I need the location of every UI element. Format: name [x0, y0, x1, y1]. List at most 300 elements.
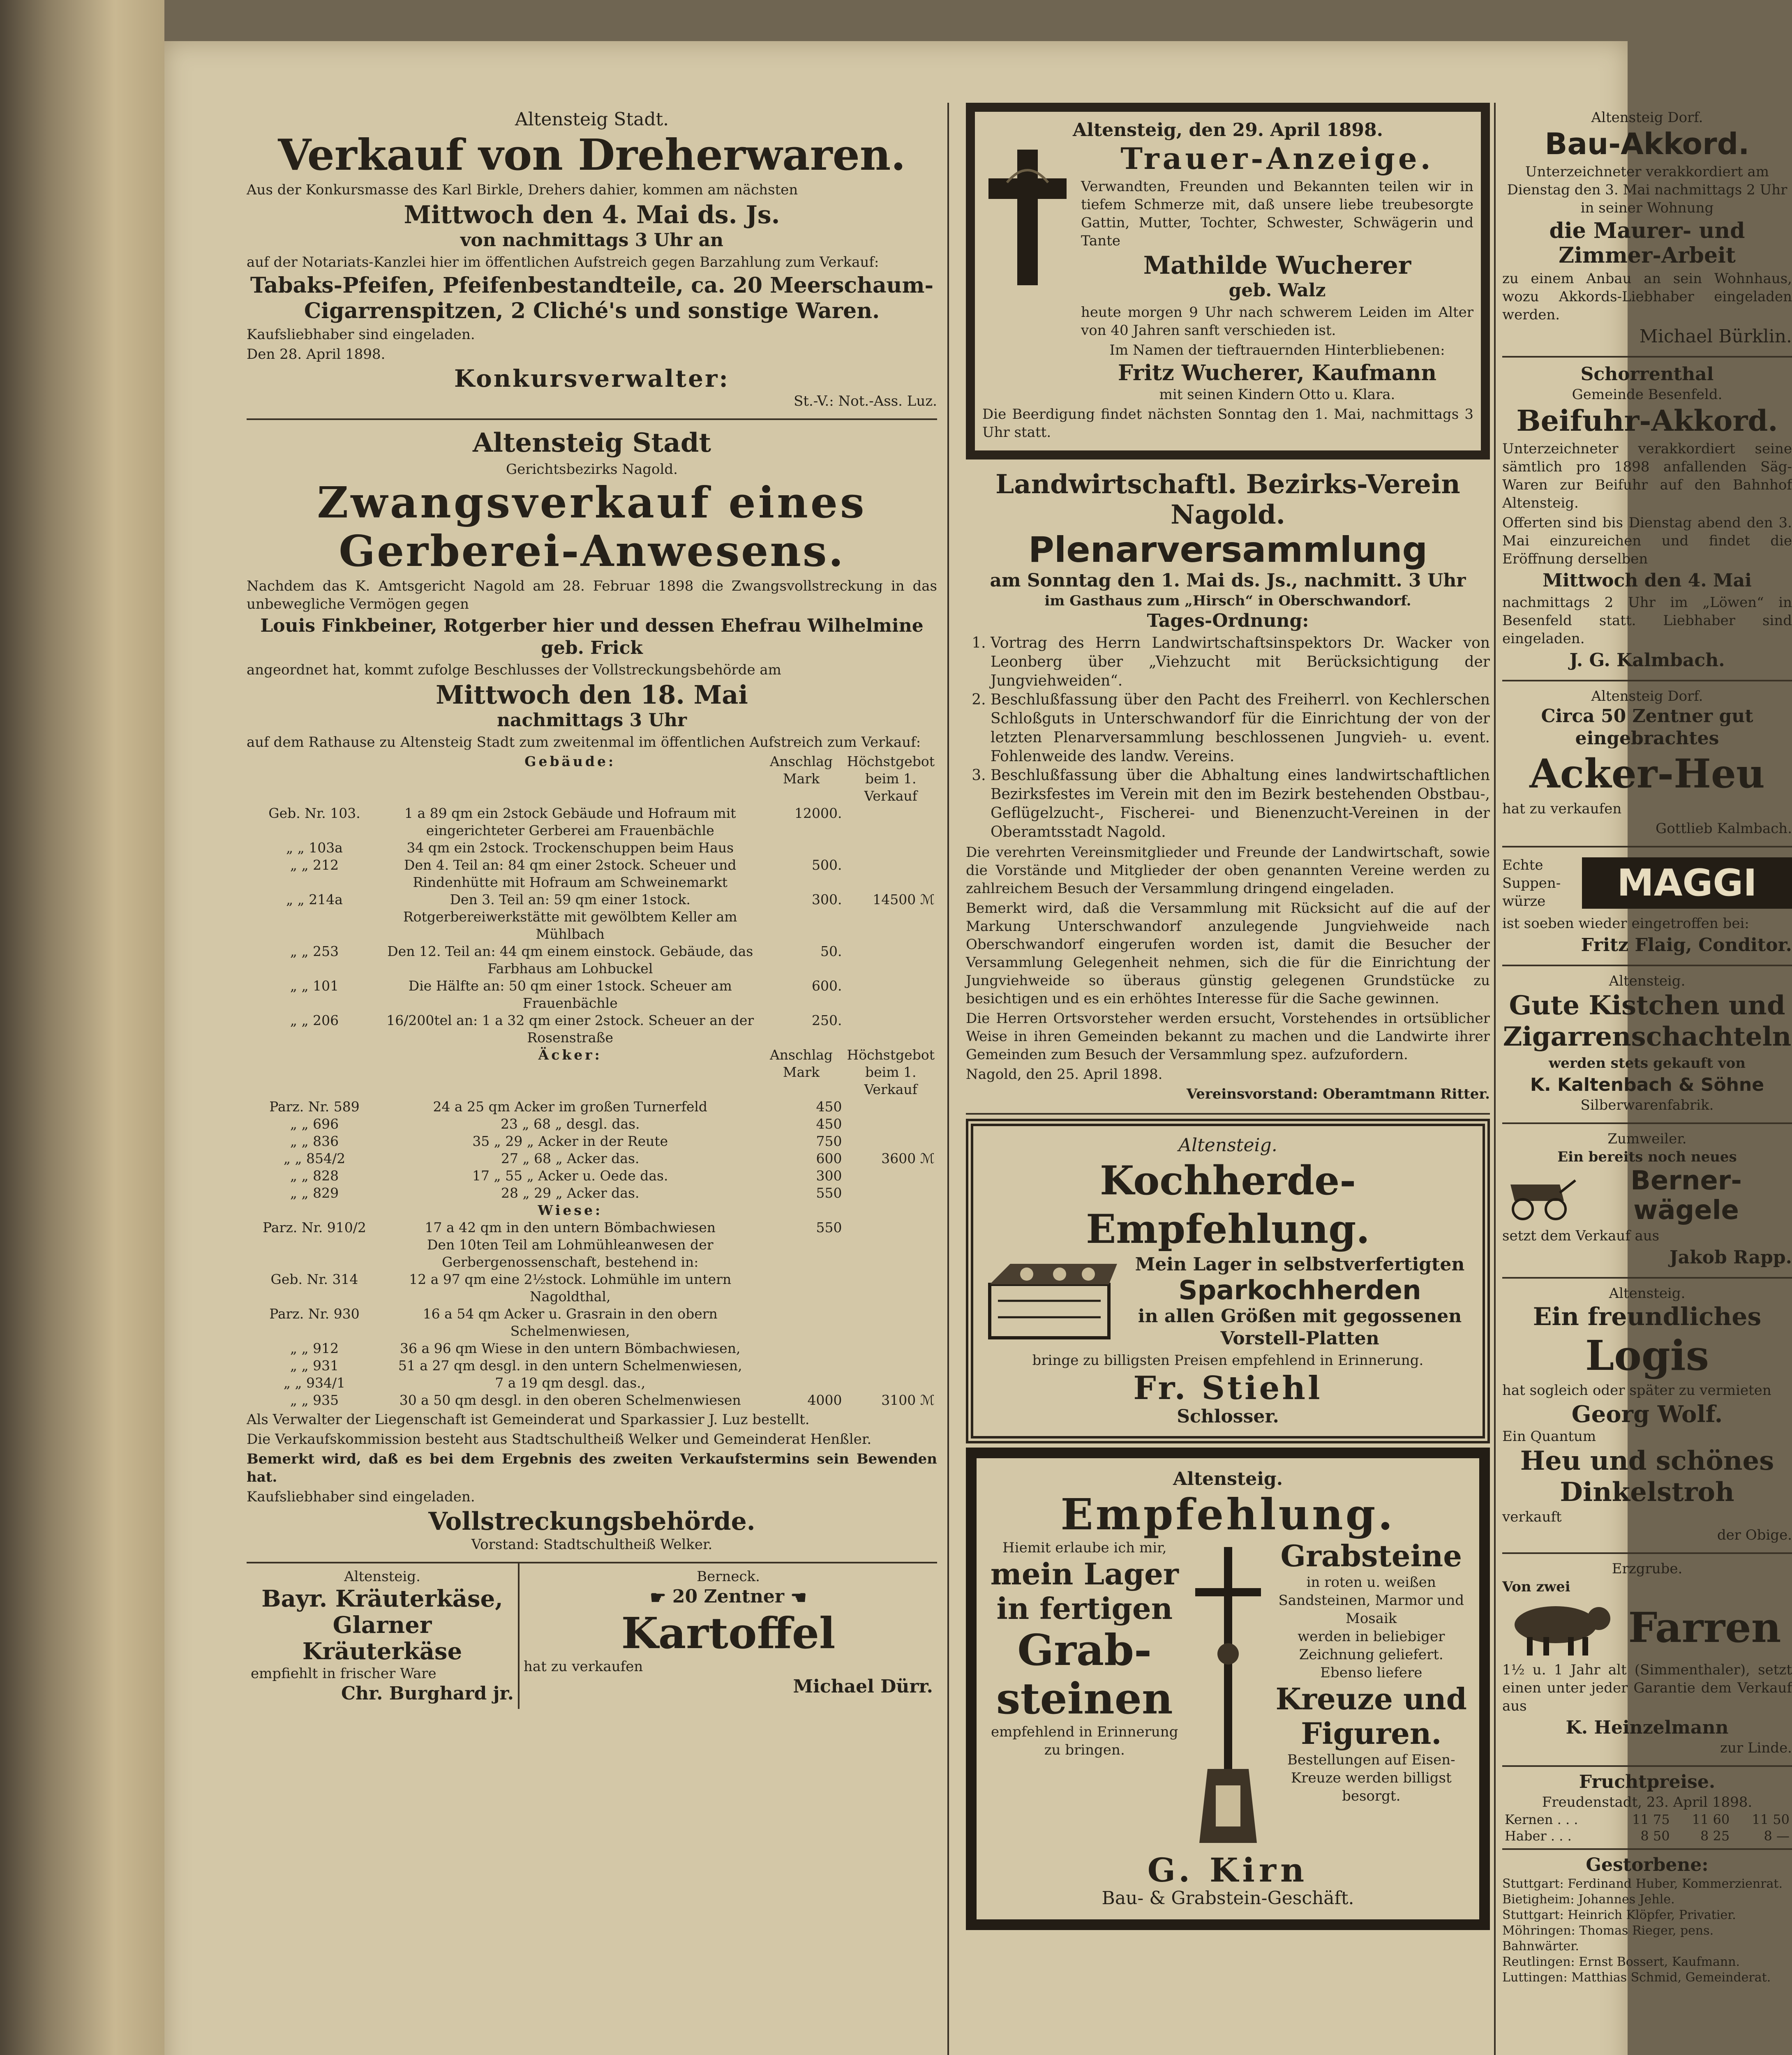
ad-dateline: Den 28. April 1898.: [247, 346, 386, 363]
ad-title: Plenarversammlung: [1028, 529, 1428, 570]
parcel-description: 51 a 27 qm desgl. in den untern Schelmenwiesen,: [398, 1358, 742, 1374]
list-item: Bietigheim: Johannes Jehle.: [1502, 1892, 1675, 1907]
first-bid-value: [845, 977, 938, 1012]
first-bid-value: [845, 839, 938, 857]
price-value: 8 25: [1700, 1828, 1730, 1844]
column-header: Höchstgebot beim 1. Verkauf: [847, 1047, 935, 1097]
ad-signature: Fr. Stiehl: [1133, 1369, 1323, 1407]
estimate-value: 250.: [812, 1012, 842, 1028]
grain-name: Haber . . .: [1505, 1828, 1572, 1844]
ad-logis: [1502, 1279, 1792, 1554]
estimate-value: 450: [816, 1116, 842, 1132]
ad-signature: K. Kaltenbach & Söhne: [1530, 1074, 1764, 1095]
ad-goods: Tabaks-Pfeifen, Pfeifenbestandteile, ca. 20 Meerschaum-Cigarrenspitzen, 2 Cliché's und sonstige Waren.: [250, 273, 934, 323]
price-value: 11 75: [1632, 1812, 1670, 1827]
ad-text: Suppen-: [1502, 875, 1561, 891]
ad-row: [247, 1563, 937, 1709]
ad-text: in allen Größen mit gegossenen Vorstell-Platten: [1138, 1306, 1462, 1349]
first-bid-value: [845, 1374, 938, 1392]
parcel-number: Parz. Nr. 910/2: [263, 1219, 366, 1235]
ad-text: 1½ u. 1 Jahr alt (Simmenthaler), setzt einen unter jeder Garantie dem Verkauf aus: [1502, 1662, 1792, 1714]
grain-name: Kernen . . .: [1505, 1812, 1578, 1827]
ad-text: setzt dem Verkauf aus: [1502, 1228, 1660, 1244]
ad-signature-sub: mit seinen Kindern Otto u. Klara.: [1159, 386, 1395, 403]
ad-remark: Bemerkt wird, daß es bei dem Ergebnis des zweiten Verkaufstermins sein Bewenden hat.: [247, 1451, 937, 1485]
table-row: [247, 1098, 937, 1115]
table-row: [247, 1340, 937, 1357]
first-bid-value: [845, 1305, 938, 1340]
parcel-number: Parz. Nr. 589: [269, 1099, 360, 1115]
ad-text: angeordnet hat, kommt zufolge Beschlusses der Vollstreckungsbehörde am: [247, 662, 781, 678]
parcel-description: 17 a 42 qm in den untern Bömbachwiesen: [425, 1219, 716, 1235]
parcel-number: „ „ 103a: [286, 840, 343, 856]
ad-signature: Vereinsvorstand: Oberamtmann Ritter.: [1186, 1086, 1490, 1102]
ad-text: nachmittags 2 Uhr im „Löwen“ in Besenfeld statt. Liebhaber sind eingeladen.: [1502, 594, 1792, 647]
column-header: Anschlag Mark: [769, 753, 833, 787]
ad-acker-heu: [1502, 681, 1792, 847]
ad-text: Im Namen der tieftrauernden Hinterbliebenen:: [1109, 342, 1445, 358]
cross-icon: [982, 141, 1073, 404]
section-heading: Gestorbene:: [1586, 1854, 1709, 1875]
list-item: Luttingen: Matthias Schmid, Gemeinderat.: [1502, 1970, 1771, 1985]
pointing-hand-icon: ☛: [650, 1587, 666, 1608]
ad-grabsteine: [966, 1448, 1490, 1930]
agenda-list: [966, 634, 1490, 842]
first-bid-value: [845, 1271, 938, 1305]
parcel-number: „ „ 934/1: [283, 1375, 346, 1391]
ad-zwangsverkauf: [247, 420, 937, 1563]
ad-signature: Konkursverwalter:: [454, 365, 730, 393]
parcel-description: 16 a 54 qm Acker u. Grasrain in den obern Schelmenwiesen,: [423, 1306, 718, 1339]
section-heading: Gebäude:: [524, 753, 616, 769]
first-bid-value: [845, 943, 938, 977]
parcel-description: Die Hälfte an: 50 qm einer 1stock. Scheuer am Frauenbächle: [408, 978, 732, 1011]
ad-signature-sub: zur Linde.: [1720, 1740, 1792, 1756]
ad-text: Hiemit erlaube ich mir,: [1002, 1540, 1167, 1556]
first-bid-value: [845, 1167, 938, 1185]
estimate-value: 300: [816, 1168, 842, 1184]
parcel-description: 27 „ 68 „ Acker das.: [501, 1150, 640, 1166]
parcel-description: 34 qm ein 2stock. Trockenschuppen beim Haus: [406, 840, 734, 856]
list-item: 3. Beschlußfassung über die Abhaltung eines landwirtschaftlichen Bezirksfestes im Verein mit den im Bezirk bestehenden Obstbau-, Geflügelzucht-, Fischerei- und Bienenzucht-Vereinen in der Oberamtsstadt Nagold.: [991, 766, 1490, 842]
parcel-number: Parz. Nr. 930: [269, 1306, 360, 1322]
ad-signature: Michael Bürklin.: [1639, 326, 1792, 347]
parcel-description: 12 a 97 qm eine 2½stock. Lohmühle im untern Nagoldthal,: [409, 1271, 732, 1305]
estimate-value: [758, 1305, 845, 1340]
parcel-number: „ „ 828: [290, 1168, 339, 1184]
price-value: 11 50: [1752, 1812, 1790, 1827]
ad-text-large: Kreuze und Figuren.: [1275, 1681, 1467, 1751]
parcel-description: 30 a 50 qm desgl. in den oberen Schelmenwiesen: [399, 1392, 741, 1408]
estimate-value: 500.: [812, 857, 842, 873]
first-bid-value: [845, 1219, 938, 1236]
ad-title: Trauer-Anzeige.: [1120, 141, 1434, 176]
agenda-heading: Tages-Ordnung:: [1147, 610, 1309, 631]
ad-title: Ein freundliches: [1533, 1302, 1762, 1331]
trauer-body: [982, 141, 1473, 404]
ad-date: Mittwoch den 4. Mai: [1543, 570, 1752, 591]
ad-title: Gerberei-Anwesens.: [339, 526, 845, 576]
ad-place: Altensteig.: [1178, 1135, 1277, 1156]
ad-title: Empfehlung.: [1060, 1489, 1395, 1540]
product-name: Sparkochherden: [1178, 1275, 1421, 1306]
ad-text-large: Grabsteine: [1280, 1538, 1462, 1573]
table-row: [247, 1357, 937, 1374]
ad-title: Kartoffel: [621, 1607, 836, 1658]
ad-amount: Circa 50 Zentner gut eingebrachtes: [1541, 706, 1753, 749]
column-middle: [966, 103, 1490, 2055]
parcel-number: „ „ 931: [290, 1358, 339, 1374]
ad-dreherwaren: [247, 103, 937, 420]
ad-bau-akkord: [1502, 103, 1792, 358]
parcel-description: 36 a 96 qm Wiese in den untern Bömbachwiesen,: [400, 1340, 741, 1356]
ad-signature: K. Heinzelmann: [1566, 1717, 1729, 1738]
ad-text: Verwandten, Freunden und Bekannten teilen wir in tiefem Schmerze mit, daß unsere liebe treubesorgte Gattin, Mutter, Tochter, Schwester, Schwägerin und Tante: [1081, 178, 1473, 249]
ad-farren: [1502, 1554, 1792, 1767]
estimate-value: 4000: [807, 1392, 842, 1408]
ad-place: Berneck.: [697, 1568, 760, 1585]
estimate-value: [758, 1340, 845, 1357]
first-bid-value: [845, 805, 938, 839]
ad-text: ist soeben wieder eingetroffen bei:: [1502, 915, 1749, 932]
ad-signature: Vollstreckungsbehörde.: [428, 1507, 755, 1536]
parcel-number: Geb. Nr. 103.: [268, 805, 360, 821]
ad-title: Bau-Akkord.: [1545, 127, 1750, 161]
estimate-value: 550: [816, 1185, 842, 1201]
estimate-value: [758, 1271, 845, 1305]
estimate-value: [758, 839, 845, 857]
table-note: Den 10ten Teil am Lohmühleanwesen der Gerbergenossenschaft, bestehend in:: [427, 1237, 714, 1270]
parcel-number: „ „ 912: [290, 1340, 339, 1356]
estimate-value: 600: [816, 1150, 842, 1166]
section-heading: Wiese:: [538, 1202, 603, 1218]
ad-text-large: steinen: [996, 1673, 1173, 1724]
ad-date: Mittwoch den 4. Mai ds. Js.: [404, 201, 780, 229]
deaths: [1502, 1850, 1792, 1990]
list-item: 1. Vortrag des Herrn Landwirtschaftsinspektors Dr. Wacker von Leonberg über „Viehzucht mit Berücksichtigung der Jungviehweiden“.: [991, 634, 1490, 690]
ad-time: von nachmittags 3 Uhr an: [460, 230, 724, 251]
ad-signature: G. Kirn: [1147, 1851, 1309, 1889]
parcel-number: „ „ 253: [290, 943, 339, 959]
ad-text: Ein Quantum: [1502, 1428, 1596, 1445]
estimate-value: 600.: [812, 978, 842, 994]
parcel-description: 28 „ 29 „ Acker das.: [501, 1185, 640, 1201]
table-row: [247, 1305, 937, 1340]
parcel-description: 35 „ 29 „ Acker in der Reute: [472, 1133, 668, 1149]
price-value: 8 —: [1764, 1828, 1790, 1844]
table-row: [247, 1185, 937, 1202]
ad-district: Gerichtsbezirks Nagold.: [506, 461, 678, 478]
ad-place: Altensteig.: [1609, 1285, 1686, 1302]
ad-date: Mittwoch den 18. Mai: [436, 680, 748, 710]
first-bid-value: [845, 1340, 938, 1357]
table-row: [247, 857, 937, 891]
estimate-value: [758, 1374, 845, 1392]
ad-signature: Jakob Rapp.: [1669, 1247, 1792, 1268]
table-row: [247, 977, 937, 1012]
deceased-name: Mathilde Wucherer: [1143, 251, 1411, 280]
ad-text-large: Grab-: [1017, 1625, 1152, 1675]
ad-place: Altensteig.: [1173, 1469, 1283, 1489]
first-bid-value: [845, 1185, 938, 1202]
ad-names: Louis Finkbeiner, Rotgerber hier und dessen Ehefrau Wilhelmine geb. Frick: [260, 615, 924, 658]
ad-time: nachmittags 3 Uhr: [496, 710, 687, 731]
ad-signature: Chr. Burghard jr.: [341, 1683, 514, 1704]
table-row: [1502, 1828, 1792, 1844]
ad-text: verkauft: [1502, 1509, 1562, 1525]
table-row: [247, 1150, 937, 1167]
list-item: Stuttgart: Ferdinand Huber, Kommerzienrat.: [1502, 1877, 1783, 1891]
ad-text-large: in fertigen: [996, 1591, 1173, 1626]
table-row: [247, 1115, 937, 1133]
table-row: [247, 1012, 937, 1046]
ad-signature-sub: Vorstand: Stadtschultheiß Welker.: [471, 1536, 713, 1553]
ad-text: Die Verkaufskommission besteht aus Stadtschultheiß Welker und Gemeinderat Henßler.: [247, 1431, 872, 1448]
ad-signature: Fritz Wucherer, Kaufmann: [1118, 360, 1437, 386]
ad-dateline: Altensteig, den 29. April 1898.: [1073, 120, 1383, 141]
deaths-list: [1502, 1876, 1792, 1986]
ad-text: Bemerkt wird, daß die Versammlung mit Rücksicht auf die auf der Markung Unterschwandorf anzulegende Jungviehweide nach Oberschwandorf eingerufen worden ist, damit die Besucher der Versammlung Gelegenheit nehmen, sich die für die Einrichtung der Jungviehweide so überaus günstig gelegenen Grundstücke zu besichtigen und es ein erhöhtes Interesse für die Sache gewinnen.: [966, 900, 1490, 1007]
crucifix-icon: [1187, 1539, 1269, 1853]
ad-signature: J. G. Kalmbach.: [1569, 650, 1725, 671]
table-row: [247, 839, 937, 857]
ad-text: zu einem Anbau an sein Wohnhaus, wozu Akkords-Liebhaber eingeladen werden.: [1502, 270, 1792, 323]
ad-place: Altensteig Dorf.: [1591, 688, 1703, 704]
table-row: [247, 1167, 937, 1185]
parcel-description: 1 a 89 qm ein 2stock Gebäude und Hofraum mit eingerichteter Gerberei am Frauenbächle: [404, 805, 736, 838]
ad-trauer: [966, 103, 1490, 459]
column-rule: [947, 103, 949, 2055]
price-value: 11 60: [1692, 1812, 1730, 1827]
ad-title: Glarner Kräuterkäse: [302, 1612, 462, 1665]
ad-place: Altensteig Dorf.: [1591, 109, 1703, 126]
table-row: [247, 943, 937, 977]
ad-text: Die verehrten Vereinsmitglieder und Freunde der Landwirtschaft, sowie die Vorstände und Mitglieder der oben genannten Vereine werden zu zahlreichem Besuch der Versammlung dringend eingeladen.: [966, 844, 1490, 897]
ad-signature: Georg Wolf.: [1571, 1401, 1723, 1428]
parcel-number: „ „ 935: [290, 1392, 339, 1408]
ad-text: Unterzeichneter verakkordiert seine sämtlich pro 1898 anfallenden Säg-Waren zur Beifuhr auf den Bahnhof Altensteig.: [1502, 441, 1792, 511]
parcel-number: „ „ 836: [290, 1133, 339, 1149]
ad-signature: der Obige.: [1717, 1527, 1792, 1543]
ad-kartoffel: [520, 1563, 937, 1709]
ad-kochherde: [966, 1119, 1490, 1443]
ad-text: heute morgen 9 Uhr nach schwerem Leiden im Alter von 40 Jahren sanft verschieden ist.: [1081, 304, 1473, 339]
stove-icon: [981, 1256, 1117, 1348]
list-item: Möhringen: Thomas Rieger, pens. Bahnwärter.: [1502, 1923, 1714, 1953]
parcel-description: 17 „ 55 „ Acker u. Oede das.: [472, 1168, 668, 1184]
ad-signature-sub: Schlosser.: [1177, 1406, 1279, 1427]
ad-title: Acker-Heu: [1529, 750, 1765, 797]
estimate-value: 550: [816, 1219, 842, 1235]
table-row: [247, 1392, 937, 1409]
column-header: Anschlag Mark: [769, 1047, 833, 1080]
ad-title: Berner-wägele: [1630, 1166, 1742, 1226]
ad-date: am Sonntag den 1. Mai ds. Js., nachmitt. 3 Uhr: [990, 570, 1466, 591]
parcel-description: Den 4. Teil an: 84 qm einer 2stock. Scheuer und Rindenhütte mit Hofraum am Schweinemarkt: [404, 857, 737, 890]
ad-place: Erzgrube.: [1612, 1561, 1683, 1577]
ad-text-large: mein Lager: [990, 1556, 1179, 1591]
ad-title: Kochherde-Empfehlung.: [1086, 1157, 1370, 1252]
ad-text: hat sogleich oder später zu vermieten: [1502, 1382, 1771, 1399]
parcel-description: 24 a 25 qm Acker im großen Turnerfeld: [433, 1099, 708, 1115]
ad-signature-sub: St.-V.: Not.-Ass. Luz.: [794, 393, 937, 409]
ad-text: werden stets gekauft von: [1549, 1055, 1746, 1071]
ad-text: bringe zu billigsten Preisen empfehlend in Erinnerung.: [1032, 1352, 1424, 1369]
ad-text: Die Herren Ortsvorsteher werden ersucht, Vorstehendes in ortsüblicher Weise in ihren Gemeinden bekannt zu machen und die Landwirte ihrer Gemeinden zum Besuch der Versammlung spez. aufzufordern.: [966, 1010, 1490, 1063]
list-item: Reutlingen: Ernst Bossert, Kaufmann.: [1502, 1955, 1740, 1969]
first-bid-value: [845, 1115, 938, 1133]
ad-place: Altensteig.: [344, 1568, 420, 1585]
carriage-icon: [1502, 1168, 1576, 1223]
first-bid-value: [845, 857, 938, 891]
column-left: [247, 103, 937, 2055]
estimate-value: 12000.: [794, 805, 842, 821]
column-rule: [1494, 103, 1496, 2055]
amount-text: 20 Zentner: [672, 1586, 785, 1607]
ad-text: Echte: [1502, 857, 1543, 873]
estimate-value: 50.: [820, 943, 842, 959]
parcel-description: 23 „ 68 „ desgl. das.: [500, 1116, 640, 1132]
ad-kraeuterkaese: [247, 1563, 520, 1709]
ad-text: Kaufsliebhaber sind eingeladen.: [247, 1489, 475, 1505]
ad-maggi: [1502, 847, 1792, 966]
estimate-value: 750: [816, 1133, 842, 1149]
ad-title: Logis: [1585, 1331, 1709, 1380]
ad-signature: Gottlieb Kalmbach.: [1656, 820, 1792, 837]
first-bid-value: 3100 ℳ: [881, 1392, 935, 1408]
ad-text: Nachdem das K. Amtsgericht Nagold am 28. Februar 1898 die Zwangsvollstreckung in das unbewegliche Vermögen gegen: [247, 578, 937, 612]
ad-place: Zumweiler.: [1607, 1131, 1687, 1147]
parcel-description: Den 12. Teil an: 44 qm einem einstock. Gebäude, das Farbhaus am Lohbuckel: [387, 943, 753, 977]
table-row: [1502, 1811, 1792, 1828]
ad-title: Heu und schönes Dinkelstroh: [1520, 1445, 1774, 1508]
ad-place: Schorrenthal: [1580, 364, 1714, 385]
first-bid-value: 14500 ℳ: [873, 891, 935, 907]
price-value: 8 50: [1640, 1828, 1670, 1844]
ad-title: Bayr. Kräuterkäse,: [261, 1585, 503, 1612]
ad-text: hat zu verkaufen: [524, 1658, 643, 1675]
bull-icon: [1502, 1596, 1613, 1659]
ad-bezirksverein: [966, 464, 1490, 1115]
ad-text: Mein Lager in selbstverfertigten: [1135, 1254, 1465, 1275]
table-row: [247, 805, 937, 839]
ad-place: im Gasthaus zum „Hirsch“ in Oberschwandorf.: [1044, 593, 1411, 609]
parcel-description: 7 a 19 qm desgl. das.,: [495, 1375, 646, 1391]
ad-signature-sub: Silberwarenfabrik.: [1580, 1097, 1714, 1113]
newspaper-page: [164, 41, 1792, 2055]
parcel-number: „ „ 696: [290, 1116, 339, 1132]
ad-text: Ein bereits noch neues: [1557, 1149, 1737, 1165]
parcel-number: „ „ 212: [290, 857, 339, 873]
parcel-description: Den 3. Teil an: 59 qm einer 1stock. Rotgerbereiwerkstätte mit gewölbtem Keller am Mühlbach: [403, 891, 737, 942]
ad-amount: [524, 1586, 933, 1609]
ad-signature: Fritz Flaig, Conditor.: [1581, 935, 1792, 956]
ad-title: Beifuhr-Akkord.: [1516, 404, 1778, 438]
parcel-number: „ „ 206: [290, 1012, 339, 1028]
ad-place: Altensteig Stadt: [473, 427, 711, 458]
ad-head: Landwirtschaftl. Bezirks-Verein Nagold.: [995, 469, 1460, 530]
parcel-number: „ „ 829: [290, 1185, 339, 1201]
section-heading: Fruchtpreise.: [1579, 1771, 1716, 1792]
ad-text: würze: [1502, 893, 1546, 910]
ad-text: Kaufsliebhaber sind eingeladen.: [247, 326, 475, 343]
property-table: [247, 753, 937, 1409]
parcel-number: „ „ 214a: [286, 891, 343, 907]
ad-place: Altensteig Stadt.: [515, 109, 669, 130]
ad-text: in roten u. weißen Sandsteinen, Marmor und Mosaik: [1278, 1574, 1464, 1627]
ad-place: Altensteig.: [1609, 973, 1686, 989]
ad-text: Die Beerdigung findet nächsten Sonntag den 1. Mai, nachmittags 3 Uhr statt.: [982, 406, 1473, 441]
ad-text: Bestellungen auf Eisen-Kreuze werden billigst besorgt.: [1287, 1752, 1455, 1804]
ad-signature: Michael Dürr.: [793, 1676, 933, 1697]
ad-text: werden in beliebiger Zeichnung geliefert.: [1298, 1628, 1445, 1663]
ad-text: Als Verwalter der Liegenschaft ist Gemeinderat und Sparkassier J. Luz bestellt.: [247, 1411, 810, 1428]
ad-text: Aus der Konkursmasse des Karl Birkle, Drehers dahier, kommen am nächsten: [247, 182, 798, 198]
deceased-maiden-name: geb. Walz: [1229, 280, 1326, 301]
ad-beifuhr-akkord: [1502, 358, 1792, 681]
first-bid-value: [845, 1133, 938, 1150]
estimate-value: [758, 1357, 845, 1374]
fruit-prices: [1502, 1767, 1792, 1850]
prices-dateline: Freudenstadt, 23. April 1898.: [1542, 1794, 1753, 1810]
table-row: [247, 1374, 937, 1392]
column-right: [1502, 103, 1792, 2055]
ad-dateline: Nagold, den 25. April 1898.: [966, 1066, 1163, 1083]
maggi-logo: MAGGI: [1582, 857, 1792, 909]
list-item: Stuttgart: Heinrich Klöpfer, Privatier.: [1502, 1908, 1736, 1922]
ad-title: Zwangsverkauf eines: [317, 477, 867, 528]
ad-text: auf der Notariats-Kanzlei hier im öffentlichen Aufstreich gegen Barzahlung zum Verkauf:: [247, 254, 879, 270]
first-bid-value: 3600 ℳ: [881, 1150, 935, 1166]
table-row: [247, 1133, 937, 1150]
ad-text: empfiehlt in frischer Ware: [251, 1665, 436, 1682]
section-heading: Äcker:: [538, 1047, 602, 1063]
ad-title: Gute Kistchen und Zigarrenschachteln: [1503, 990, 1792, 1052]
ad-text: auf dem Rathause zu Altensteig Stadt zum zweitenmal im öffentlichen Aufstreich zum Verkauf:: [247, 734, 921, 750]
parcel-number: „ „ 854/2: [283, 1150, 346, 1166]
ad-kistchen: [1502, 966, 1792, 1124]
estimate-value: 300.: [812, 891, 842, 907]
table-row: [247, 1219, 937, 1236]
estimate-value: 450: [816, 1099, 842, 1115]
ad-text: hat zu verkaufen: [1502, 801, 1622, 817]
table-row: [247, 1271, 937, 1305]
ad-signature-sub: Bau- & Grabstein-Geschäft.: [1102, 1888, 1354, 1909]
parcel-number: Geb. Nr. 314: [270, 1271, 358, 1287]
ad-text-large: die Maurer- und Zimmer-Arbeit: [1549, 218, 1745, 268]
ad-text: Offerten sind bis Dienstag abend den 3. Mai einzureichen und findet die Eröffnung derselben: [1502, 515, 1792, 567]
first-bid-value: [845, 1098, 938, 1115]
book-binding: [0, 0, 164, 2055]
column-header: Höchstgebot beim 1. Verkauf: [847, 753, 935, 804]
prices-table: [1502, 1811, 1792, 1844]
ad-text: empfehlend in Erinnerung zu bringen.: [991, 1724, 1178, 1758]
list-item: 2. Beschlußfassung über den Pacht des Freiherrl. von Kechlerschen Schloßguts in Unterschwandorf für die Einrichtung der von der letzten Plenarversammlung beschlossenen Jungvieh- u. event. Fohlenweide des landw. Vereins.: [991, 690, 1490, 766]
ad-text: Von zwei: [1502, 1579, 1570, 1595]
ad-text: Unterzeichneter verakkordiert am Dienstag den 3. Mai nachmittags 2 Uhr in seiner Wohnung: [1507, 164, 1787, 216]
ad-place-sub: Gemeinde Besenfeld.: [1572, 386, 1723, 403]
first-bid-value: [845, 1357, 938, 1374]
first-bid-value: [845, 1012, 938, 1046]
ad-title: Verkauf von Dreherwaren.: [278, 129, 906, 180]
pointing-hand-icon: ☚: [790, 1587, 807, 1608]
parcel-description: 16/200tel an: 1 a 32 qm einer 2stock. Scheuer an der Rosenstraße: [386, 1012, 754, 1046]
ad-text: Ebenso liefere: [1320, 1665, 1423, 1681]
parcel-number: „ „ 101: [290, 978, 339, 994]
ad-bernerwaegele: [1502, 1124, 1792, 1279]
table-row: [247, 891, 937, 943]
ad-title: Farren: [1628, 1603, 1781, 1652]
